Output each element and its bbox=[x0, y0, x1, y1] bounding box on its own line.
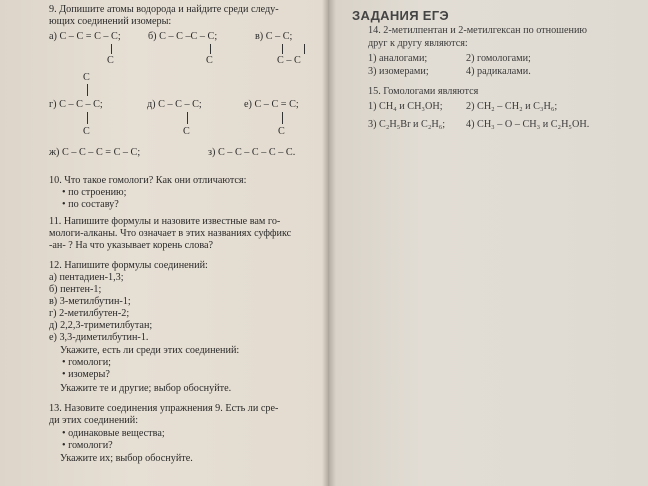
q14-line1: 14. 2-метилпентан и 2-метилгексан по отношению bbox=[368, 25, 588, 36]
q12-item-e: е) 3,3-диметилбутин-1. bbox=[49, 332, 149, 343]
q9-line2: ющих соединений изомеры: bbox=[49, 16, 172, 27]
molecule-row-1 bbox=[49, 31, 329, 76]
molecule-d-sub: C bbox=[183, 126, 190, 137]
bond-a bbox=[111, 44, 112, 54]
q14-opt-2: 2) гомологами; bbox=[466, 53, 531, 64]
q15-opt-3: 3) C₂H₅Br и C₂H₆; bbox=[368, 119, 446, 130]
molecule-a: а) C – C = C – C; bbox=[49, 31, 121, 42]
q14-opt-4: 4) радикалами. bbox=[466, 66, 531, 77]
q12-item-v: в) 3-метилбутин-1; bbox=[49, 296, 131, 307]
q11-line3: -ан- ? На что указывает корень слова? bbox=[49, 240, 214, 251]
molecule-e: е) C – C = C; bbox=[244, 99, 299, 110]
q13-final: Укажите их; выбор обоснуйте. bbox=[60, 453, 193, 464]
q9-line1: 9. Допишите атомы водорода и найдите среди следу- bbox=[49, 4, 279, 15]
q12-item-g: г) 2-метилбутен-2; bbox=[49, 308, 130, 319]
q12-opt-2: • изомеры? bbox=[62, 369, 110, 380]
molecule-v: в) C – C; bbox=[255, 31, 293, 42]
q13-opt-2: • гомологи? bbox=[62, 440, 113, 451]
q12-opt-1: • гомологи; bbox=[62, 357, 111, 368]
q12-ask: Укажите, есть ли среди этих соединений: bbox=[60, 345, 240, 356]
molecule-b-sub: C bbox=[206, 55, 213, 66]
q15-opt-2: 2) CH₂ – CH₂ и C₃H₆; bbox=[466, 101, 558, 112]
q15-opt-1: 1) CH₄ и CH₃OH; bbox=[368, 101, 443, 112]
bond-v2 bbox=[304, 44, 305, 54]
q11-line1: 11. Напишите формулы и назовите известные вам го- bbox=[49, 216, 281, 227]
bond-d bbox=[187, 112, 188, 124]
bond-b bbox=[210, 44, 211, 54]
q12-title: 12. Напишите формулы соединений: bbox=[49, 260, 208, 271]
q10-item-1: • по строению; bbox=[62, 187, 127, 198]
q14-line2: друг к другу являются: bbox=[368, 38, 468, 49]
q12-item-a: а) пентадиен-1,3; bbox=[49, 272, 124, 283]
molecule-g-sub: C bbox=[83, 126, 90, 137]
molecule-e-sub: C bbox=[278, 126, 285, 137]
molecule-v-sub: C – C bbox=[277, 55, 301, 66]
q12-item-d: д) 2,2,3-триметилбутан; bbox=[49, 320, 153, 331]
molecule-g-top: C bbox=[83, 72, 90, 83]
q15-opt-4: 4) CH₃ – O – CH₃ и C₂H₅OH. bbox=[466, 119, 590, 130]
q10-item-2: • по составу? bbox=[62, 199, 119, 210]
q14-opt-1: 1) аналогами; bbox=[368, 53, 428, 64]
q13-line2: ди этих соединений: bbox=[49, 415, 139, 426]
ege-heading: ЗАДАНИЯ ЕГЭ bbox=[352, 8, 449, 23]
molecule-g: г) C – C – C; bbox=[49, 99, 103, 110]
molecule-b: б) C – C –C – C; bbox=[148, 31, 218, 42]
bond-v1 bbox=[282, 44, 283, 54]
molecule-row-2 bbox=[49, 72, 329, 142]
molecule-d: д) C – C – C; bbox=[147, 99, 202, 110]
q11-line2: мологи-алканы. Что означает в этих названиях суффикс bbox=[49, 228, 292, 239]
molecule-a-sub: C bbox=[107, 55, 114, 66]
q12-final: Укажите те и другие; выбор обоснуйте. bbox=[60, 383, 232, 394]
q15-title: 15. Гомологами являются bbox=[368, 86, 479, 97]
q10-title: 10. Что такое гомологи? Как они отличаются: bbox=[49, 175, 247, 186]
q13-line1: 13. Назовите соединения упражнения 9. Есть ли сре- bbox=[49, 403, 279, 414]
molecule-zh: ж) C – C – C = C – C; bbox=[49, 147, 141, 158]
bond-g-top bbox=[87, 84, 88, 96]
q13-opt-1: • одинаковые вещества; bbox=[62, 428, 165, 439]
bond-e bbox=[282, 112, 283, 124]
molecule-z: з) C – C – C – C – C. bbox=[208, 147, 296, 158]
bond-g-bottom bbox=[87, 112, 88, 124]
q12-item-b: б) пентен-1; bbox=[49, 284, 102, 295]
q14-opt-3: 3) изомерами; bbox=[368, 66, 429, 77]
